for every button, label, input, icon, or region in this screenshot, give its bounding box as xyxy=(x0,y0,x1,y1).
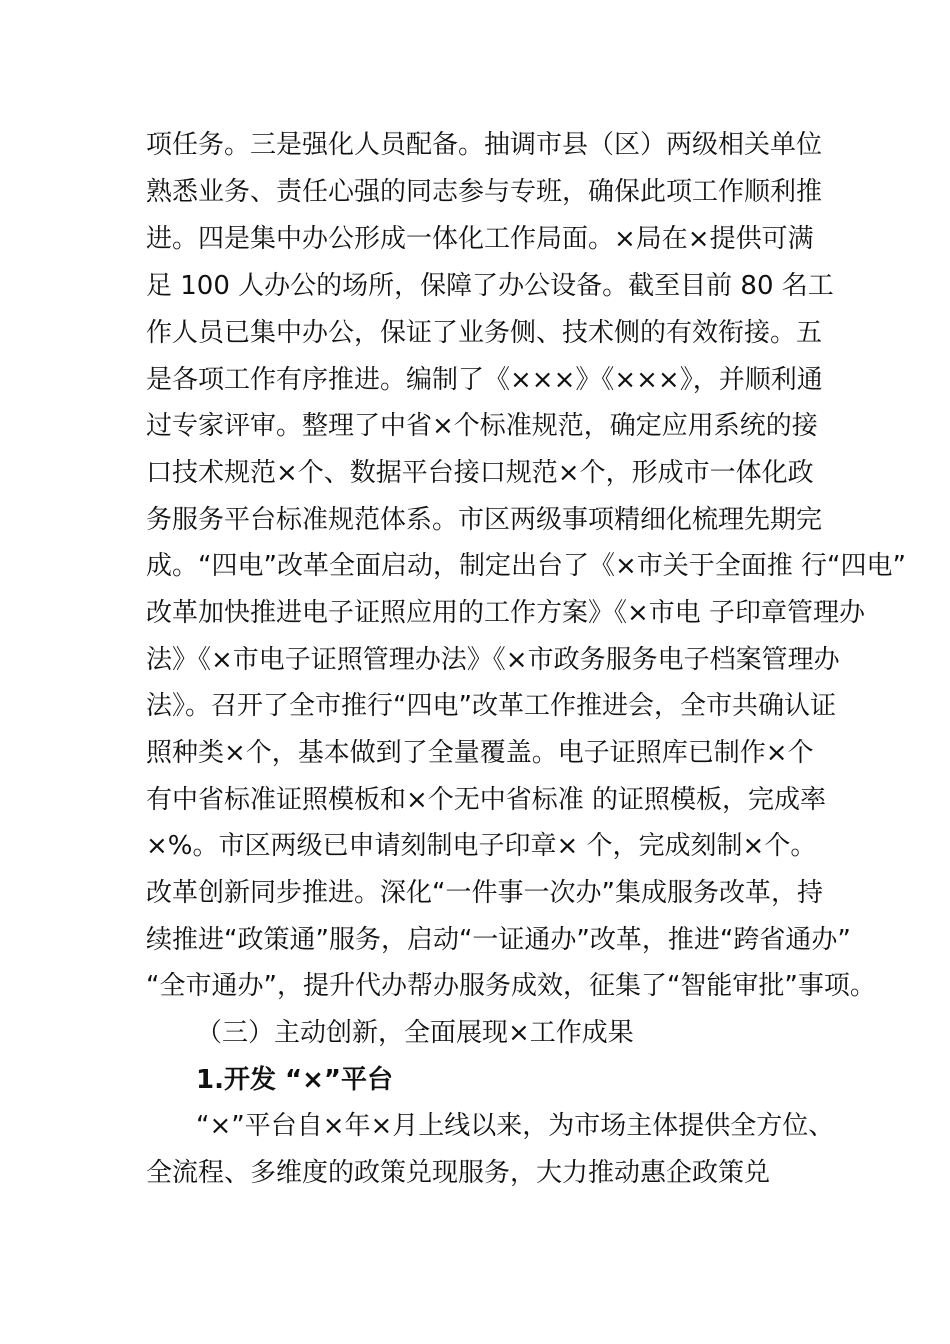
body-line-16: ×%。市区两级已申请刻制电子印章× 个，完成刻制×个。 xyxy=(146,831,817,861)
body-line-9: 务服务平台标准规范体系。市区两级事项精细化梳理先期完 xyxy=(146,505,823,535)
body-line-11: 改革加快推进电子证照应用的工作方案》《×市电 子印章管理办 xyxy=(146,598,866,628)
body-line-13: 法》。召开了全市推行“四电”改革工作推进会，全市共确认证 xyxy=(146,691,836,721)
body-line-10: 成。“四电”改革全面启动，制定出台了《×市关于全面推 行“四电” xyxy=(146,551,906,581)
body-line-6: 是各项工作有序推进。编制了《×××》《×××》，并顺利通 xyxy=(146,365,823,395)
body-line-12: 法》《×市电子证照管理办法》《×市政务服务电子档案管理办 xyxy=(146,645,840,675)
subsection-heading: 1.开发 “×”平台 xyxy=(196,1065,393,1095)
paragraph-line-1: “×”平台自×年×月上线以来，为市场主体提供全方位、 xyxy=(196,1111,835,1141)
section-heading: （三）主动创新，全面展现×工作成果 xyxy=(196,1018,634,1048)
body-line-8: 口技术规范×个、数据平台接口规范×个，形成市一体化政 xyxy=(146,458,814,488)
body-line-4: 足 100 人办公的场所，保障了办公设备。截至目前 80 名工 xyxy=(146,271,834,301)
body-line-3: 进。四是集中办公形成一体化工作局面。×局在×提供可满 xyxy=(146,224,814,254)
body-line-18: 续推进“政策通”服务，启动“一证通办”改革，推进“跨省通办” xyxy=(146,925,851,955)
paragraph-line-2: 全流程、多维度的政策兑现服务，大力推动惠企政策兑 xyxy=(146,1158,771,1188)
body-line-19: “全市通办”，提升代办帮办服务成效，征集了“智能审批”事项。 xyxy=(146,971,876,1001)
body-line-5: 作人员已集中办公，保证了业务侧、技术侧的有效衔接。五 xyxy=(146,318,823,348)
body-line-7: 过专家评审。整理了中省×个标准规范，确定应用系统的接 xyxy=(146,411,818,441)
body-line-1: 项任务。三是强化人员配备。抽调市县（区）两级相关单位 xyxy=(146,130,823,160)
body-line-17: 改革创新同步推进。深化“一件事一次办”集成服务改革，持 xyxy=(146,878,823,908)
body-line-2: 熟悉业务、责任心强的同志参与专班，确保此项工作顺利推 xyxy=(146,177,823,207)
body-line-15: 有中省标准证照模板和×个无中省标准 的证照模板，完成率 xyxy=(146,785,827,815)
body-line-14: 照种类×个，基本做到了全量覆盖。电子证照库已制作×个 xyxy=(146,738,814,768)
